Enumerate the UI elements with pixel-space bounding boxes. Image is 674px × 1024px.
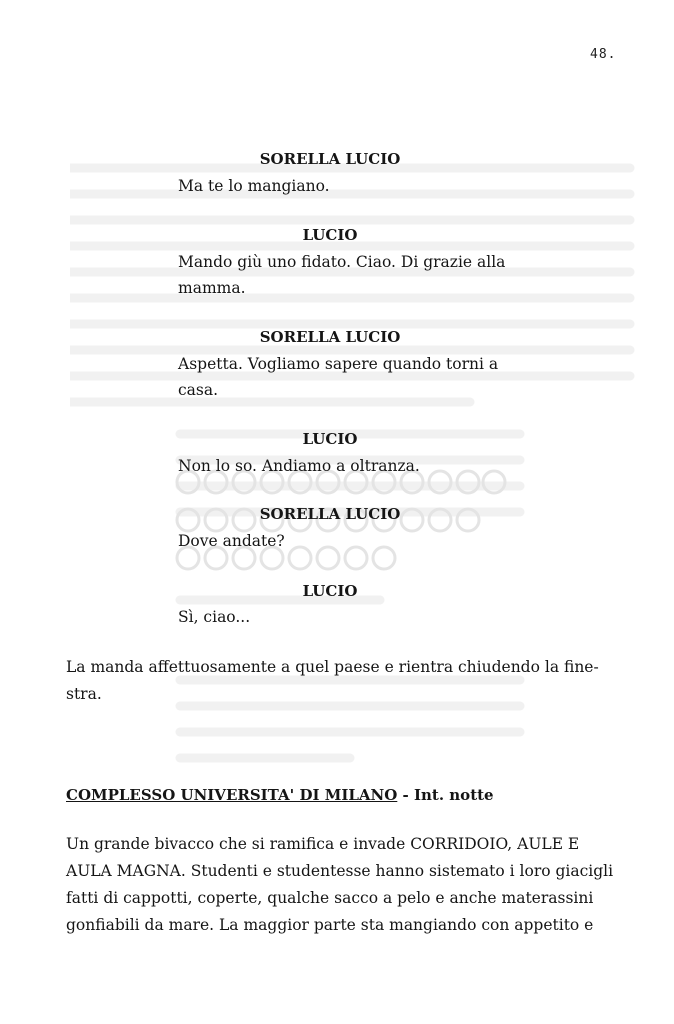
dialogue-line: casa. — [178, 381, 219, 399]
dialogue-line: mamma. — [178, 279, 246, 297]
scene-heading — [66, 786, 494, 804]
character-name: SORELLA LUCIO — [259, 328, 401, 346]
dialogue-line: Aspetta. Vogliamo sapere quando torni a — [178, 355, 499, 373]
action-line: fatti di cappotti, coperte, qualche sacco a pelo e anche materassini — [66, 889, 594, 907]
dialogue-text — [178, 528, 538, 554]
dialogue-text — [178, 604, 538, 630]
character-name: LUCIO — [302, 582, 358, 600]
dialogue-text — [178, 249, 538, 301]
action-paragraph — [66, 831, 629, 939]
page-number: 48. — [590, 47, 617, 62]
action-line: AULA MAGNA. Studenti e studentesse hanno sistemato i loro giacigli — [66, 862, 614, 880]
dialogue-line: Mando giù uno fidato. Ciao. Di grazie alla — [178, 253, 506, 271]
action-line: Un grande bivacco che si ramifica e invade CORRIDOIO, AULE E — [66, 835, 580, 853]
action-paragraph — [66, 654, 629, 708]
dialogue-line: Sì, ciao... — [178, 608, 251, 626]
character-name: LUCIO — [302, 226, 358, 244]
scene-time: - Int. notte — [397, 786, 494, 804]
character-name: SORELLA LUCIO — [259, 150, 401, 168]
dialogue-text — [178, 453, 538, 479]
dialogue-text — [178, 173, 538, 199]
action-line: La manda affettuosamente a quel paese e rientra chiudendo la fine- — [66, 658, 599, 676]
action-line: stra. — [66, 685, 102, 703]
dialogue-line: Dove andate? — [178, 532, 285, 550]
dialogue-text — [178, 351, 538, 403]
dialogue-line: Ma te lo mangiano. — [178, 177, 330, 195]
dialogue-line: Non lo so. Andiamo a oltranza. — [178, 457, 420, 475]
character-name: LUCIO — [302, 430, 358, 448]
scene-location: COMPLESSO UNIVERSITA' DI MILANO — [66, 786, 398, 804]
action-line: gonfiabili da mare. La maggior parte sta mangiando con appetito e — [66, 916, 594, 934]
character-name: SORELLA LUCIO — [259, 505, 401, 523]
